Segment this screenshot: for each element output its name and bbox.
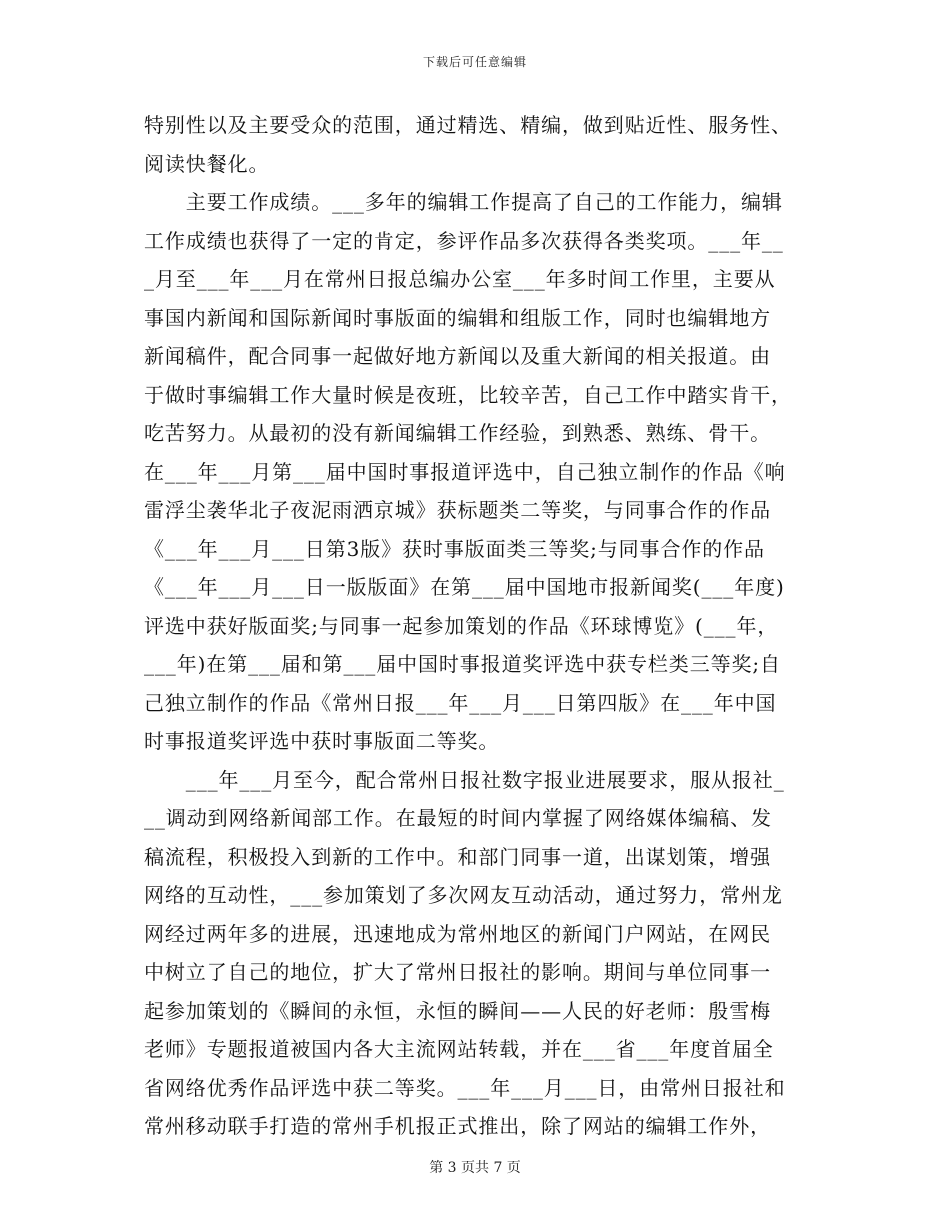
text-line: 特别性以及主要受众的范围，通过精选、精编，做到贴近性、服务性、 — [144, 113, 792, 137]
text-line: 稿流程，积极投入到新的工作中。和部门同事一道，出谋划策，增强 — [144, 844, 771, 869]
text-line: 新闻稿件，配合同事一起做好地方新闻以及重大新闻的相关报道。由 — [144, 344, 771, 368]
text-line: ___年___月至今，配合常州日报社数字报业进展要求，服从报社_ — [144, 767, 785, 792]
text-line: 吃苦努力。从最初的没有新闻编辑工作经验，到熟悉、熟练、骨干。 — [144, 421, 771, 445]
text-line: 在___年___月第___届中国时事报道评选中，自己独立制作的作品《响 — [144, 459, 786, 484]
text-line: 于做时事编辑工作大量时候是夜班，比较辛苦，自己工作中踏实肯干， — [144, 382, 792, 407]
document-body — [144, 106, 808, 1146]
text-line: 省网络优秀作品评选中获二等奖。___年___月___日，由常州日报社和 — [144, 1075, 786, 1100]
page-footer: 第 3 页共 7 页 — [429, 1160, 521, 1176]
text-line: 评选中获好版面奖;与同事一起参加策划的作品《环球博览》(___年， — [144, 613, 779, 638]
text-line: 老师》专题报道被国内各大主流网站转载，并在___省___年度首届全 — [144, 1037, 774, 1061]
text-line: 《___年___月___日第3版》获时事版面类三等奖;与同事合作的作品 — [144, 536, 765, 561]
text-line: 网络的互动性，___参加策划了多次网友互动活动，通过努力，常州龙 — [144, 883, 783, 907]
text-line: 网经过两年多的进展，迅速地成为常州地区的新闻门户网站，在网民 — [144, 921, 771, 946]
text-line: 阅读快餐化。 — [144, 151, 270, 176]
text-line: 己独立制作的作品《常州日报___年___月___日第四版》在___年中国 — [144, 690, 777, 715]
text-line: 事国内新闻和国际新闻时事版面的编辑和组版工作，同时也编辑地方 — [144, 305, 771, 330]
text-line: 时事报道奖评选中获时事版面二等奖。 — [144, 729, 500, 753]
text-line: 雷浮尘袭华北子夜泥雨洒京城》获标题类二等奖，与同事合作的作品 — [144, 498, 771, 522]
page-header: 下载后可任意编辑 — [422, 55, 527, 69]
text-line: ___年)在第___届和第___届中国时事报道奖评选中获专栏类三等奖;自 — [144, 652, 781, 676]
text-line: 《___年___月___日一版版面》在第___届中国地市报新闻奖(___年度) — [144, 575, 785, 599]
text-line: 常州移动联手打造的常州手机报正式推出，除了网站的编辑工作外， — [144, 1114, 771, 1138]
text-line: 起参加策划的《瞬间的永恒，永恒的瞬间——人民的好老师：殷雪梅 — [144, 998, 771, 1023]
text-line: 中树立了自己的地位，扩大了常州日报社的影响。期间与单位同事一 — [144, 960, 771, 984]
text-line: _月至___年___月在常州日报总编办公室___年多时间工作里，主要从 — [144, 267, 776, 291]
text-line: 主要工作成绩。___多年的编辑工作提高了自己的工作能力，编辑 — [144, 190, 783, 214]
text-line: 工作成绩也获得了一定的肯定，参评作品多次获得各类奖项。___年__ — [144, 228, 784, 253]
text-line: __调动到网络新闻部工作。在最短的时间内掌握了网络媒体编稿、发 — [144, 806, 772, 830]
